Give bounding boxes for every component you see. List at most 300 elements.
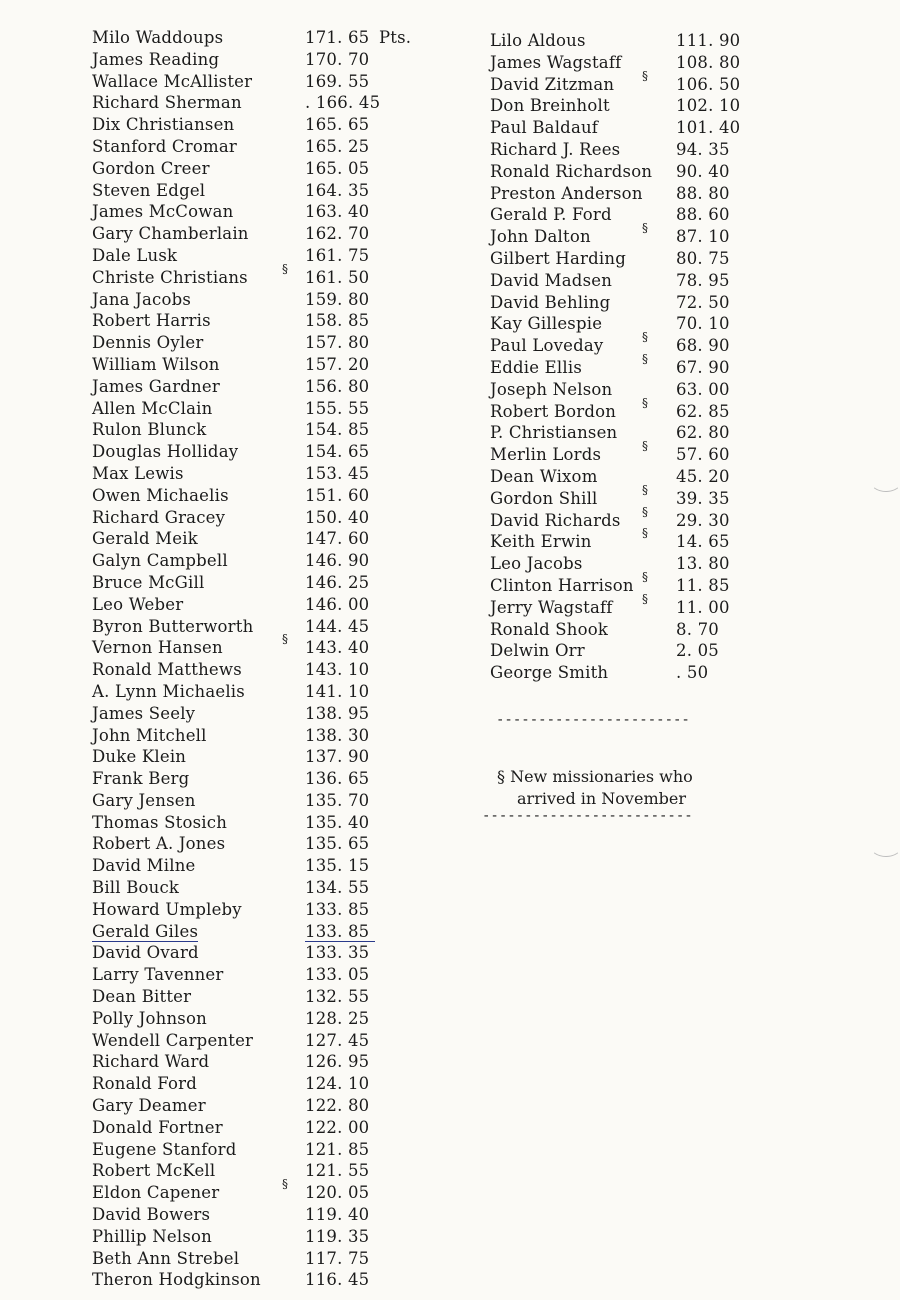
points-value: 11. 00 [676,597,730,617]
missionary-name [92,551,305,570]
standings-row [490,330,770,358]
missionary-name [92,726,305,745]
points-value: 80. 75 [676,248,730,268]
standings-row [92,965,432,987]
missionary-name [92,1074,305,1093]
points-value: 108. 80 [676,52,741,72]
missionary-name [92,1161,305,1180]
new-missionary-mark: § [642,504,649,519]
new-missionary-mark: § [642,221,649,236]
dashed-rule-top: ----------------------- [496,712,690,728]
points-value: 146. 90 [305,551,370,571]
missionary-name [92,202,305,221]
standings-row [92,508,432,530]
points-value: . 166. 45 [305,93,381,113]
missionary-name-text: Leo Weber [92,594,184,614]
missionary-name-text: Thomas Stosich [92,812,228,832]
standings-row [92,333,432,355]
missionary-name [92,769,305,788]
missionary-name [92,224,305,243]
missionary-name-text: Richard Gracey [92,507,226,527]
missionary-name-text: Theron Hodgkinson [92,1270,261,1290]
points-value: 126. 95 [305,1052,370,1072]
points-value: 57. 60 [676,445,730,465]
standings-row [490,249,770,271]
points-value: 147. 60 [305,529,370,549]
missionary-name-text: Preston Anderson [490,183,643,203]
missionary-name-text: Eddie Ellis [490,357,582,377]
points-value: 102. 10 [676,96,741,116]
missionary-name-text: Polly Johnson [92,1008,207,1028]
points-value: 157. 20 [305,354,370,374]
points-value: 161. 50 [305,267,370,287]
standings-row [92,747,432,769]
missionary-name [92,791,305,810]
missionary-name-text: Dean Bitter [92,987,192,1007]
missionary-name-text: Byron Butterworth [92,616,254,636]
missionary-name [92,943,305,962]
standings-row [490,314,770,336]
points-value: 165. 65 [305,115,370,135]
missionary-name [92,333,305,352]
points-value: 78. 95 [676,270,730,290]
missionary-name [92,290,305,309]
standings-row [490,663,770,685]
footnote-line-1: § New missionaries who [497,767,693,786]
standings-row [92,791,432,813]
missionary-name-text: David Zitzman [490,74,615,94]
standings-row [92,377,432,399]
points-value: 135. 70 [305,790,370,810]
missionary-name [490,526,676,552]
points-value: 146. 00 [305,594,370,614]
standings-row [92,1227,432,1249]
standings-row [92,464,432,486]
standings-row [92,1177,432,1205]
standings-row [92,224,432,246]
standings-row [490,526,770,554]
points-value: 111. 90 [676,31,741,50]
standings-row [92,137,432,159]
standings-row [92,943,432,965]
missionary-name-text: Clinton Harrison [490,575,634,595]
missionary-name [490,439,676,465]
missionary-name-text: Gordon Creer [92,158,210,178]
punch-hole-mark [870,835,900,857]
standings-row [92,1118,432,1140]
points-value: 2. 05 [676,641,719,661]
missionary-name [92,900,305,919]
missionary-name-text: Ronald Richardson [490,161,653,181]
standings-row [92,442,432,464]
missionary-name [92,834,305,853]
standings-row [490,591,770,620]
missionary-name [92,617,305,636]
standings-row [92,878,432,900]
missionary-name-text: Bill Bouck [92,878,180,898]
points-value: 171. 65 [305,28,370,47]
standings-row [490,221,770,249]
missionary-name [92,115,305,134]
standings-row [92,617,432,639]
missionary-name [490,249,676,268]
footnote [497,766,693,810]
standings-row [92,72,432,94]
missionary-name-text: David Bowers [92,1205,211,1225]
missionary-name-text: Ronald Shook [490,619,609,639]
points-value: 135. 15 [305,856,370,876]
points-value: 120. 05 [305,1183,370,1203]
standings-row [490,293,770,315]
missionary-name [92,965,305,984]
standings-row [490,620,770,642]
standings-row [490,439,770,467]
missionary-name [92,987,305,1006]
missionary-name [92,377,305,396]
new-missionary-mark: § [282,632,289,647]
points-value: 165. 05 [305,158,370,178]
points-value: 150. 40 [305,507,370,527]
missionary-name-text: Ronald Ford [92,1074,198,1094]
missionary-name-text: Gary Chamberlain [92,224,249,244]
points-value: 164. 35 [305,180,370,200]
standings-row [92,28,432,50]
points-value: 13. 80 [676,554,730,574]
standings-row [92,660,432,682]
points-value: 70. 10 [676,314,730,334]
points-value: 94. 35 [676,139,730,159]
missionary-name-text: Dix Christiansen [92,115,235,135]
new-missionary-mark: § [642,482,649,497]
new-missionary-mark: § [642,351,649,366]
standings-row [490,140,770,162]
missionary-name-text: Richard Sherman [92,93,242,113]
missionary-name [92,922,305,941]
points-value: 161. 75 [305,245,370,265]
standings-row [490,351,770,380]
points-value: 88. 60 [676,205,730,225]
missionary-name-text: David Richards [490,510,621,530]
standings-row [92,682,432,704]
missionary-name [490,663,676,682]
missionary-name [92,28,305,47]
missionary-name-text: Don Breinholt [490,96,610,116]
missionary-name-text: David Madsen [490,270,613,290]
points-value: 101. 40 [676,118,741,138]
points-value: 133. 05 [305,965,370,985]
standings-row [92,900,432,922]
standings-row [490,68,770,97]
missionary-name [92,399,305,418]
missionary-name [92,159,305,178]
points-value: 124. 10 [305,1074,370,1094]
points-value: 163. 40 [305,202,370,222]
missionary-name-text: Paul Loveday [490,336,604,356]
missionary-name [490,293,676,312]
points-value: 153. 45 [305,463,370,483]
missionary-name [490,221,676,247]
points-value: 143. 40 [305,638,370,658]
missionary-name [490,395,676,421]
missionary-name [92,464,305,483]
standings-row [490,271,770,293]
missionary-name [92,1270,305,1289]
missionary-name-text: Dale Lusk [92,245,178,265]
points-value: 135. 40 [305,812,370,832]
missionary-name-text: Joseph Nelson [490,379,613,399]
missionary-name-text: Vernon Hansen [92,638,223,658]
standings-row [92,1161,432,1183]
points-value: 119. 35 [305,1226,370,1246]
missionary-name-text: P. Christiansen [490,423,618,443]
points-value: 155. 55 [305,398,370,418]
missionary-name [490,641,676,660]
new-missionary-mark: § [642,68,649,83]
points-value: 133. 35 [305,943,370,963]
standings-row [490,31,770,53]
points-value: 151. 60 [305,485,370,505]
missionary-name-text: Galyn Campbell [92,551,228,571]
standings-row [92,1205,432,1227]
standings-row [92,399,432,421]
missionary-name [92,1096,305,1115]
points-value: 14. 65 [676,532,730,552]
missionary-name-text: Howard Umpleby [92,899,242,919]
missionary-name [92,486,305,505]
points-value: 68. 90 [676,336,730,356]
missionary-name-text: Milo Waddoups [92,28,224,47]
missionary-name-text: Robert Harris [92,311,211,331]
missionary-name-text: Lilo Aldous [490,31,586,50]
standings-row [490,118,770,140]
missionary-name [490,31,676,50]
missionary-name-text: Gary Jensen [92,790,196,810]
missionary-name [490,140,676,159]
missionary-name-text: James Wagstaff [490,52,622,72]
missionary-name [490,96,676,115]
missionary-name [92,632,305,658]
missionary-name-text: Keith Erwin [490,532,592,552]
standings-row [92,769,432,791]
missionary-name-text: Gerald P. Ford [490,205,612,225]
points-value: 106. 50 [676,74,741,94]
missionary-name-text: Gilbert Harding [490,248,626,268]
standings-row [92,181,432,203]
points-value: 138. 30 [305,725,370,745]
missionary-name-text: Gordon Shill [490,488,598,508]
missionary-name [92,311,305,330]
points-value: 138. 95 [305,703,370,723]
points-value: 165. 25 [305,136,370,156]
missionary-name-text: John Mitchell [92,725,207,745]
missionary-name [490,620,676,639]
missionary-name [92,660,305,679]
points-value: 117. 75 [305,1248,370,1268]
missionary-name [490,162,676,181]
missionary-name [92,508,305,527]
points-value: 134. 55 [305,878,370,898]
new-missionary-mark: § [642,526,649,541]
standings-row [490,380,770,402]
missionary-name [92,1249,305,1268]
standings-left-column [92,28,432,1292]
missionary-name [92,1227,305,1246]
points-value: 143. 10 [305,660,370,680]
standings-row [92,246,432,268]
standings-row [92,311,432,333]
missionary-name-text: Beth Ann Strebel [92,1248,240,1268]
points-value: 156. 80 [305,376,370,396]
missionary-name [92,1009,305,1028]
standings-row [92,632,432,660]
missionary-name-text: Max Lewis [92,463,184,483]
missionary-name-text: Dennis Oyler [92,333,204,353]
missionary-name-text: David Milne [92,856,196,876]
missionary-name-text: Stanford Cromar [92,136,237,156]
points-unit: Pts. [379,28,412,47]
missionary-name [92,442,305,461]
standings-row [92,1009,432,1031]
standings-row [92,1140,432,1162]
missionary-name-text: Paul Baldauf [490,118,599,138]
standings-row [490,423,770,445]
points-value: 67. 90 [676,357,730,377]
dashed-rule-bottom: ------------------------- [482,808,693,824]
points-value: 63. 00 [676,379,730,399]
points-value: 137. 90 [305,747,370,767]
standings-row [92,529,432,551]
new-missionary-mark: § [642,591,649,606]
standings-row [490,641,770,663]
missionary-name [92,1177,305,1203]
missionary-name-text: Robert McKell [92,1161,216,1181]
missionary-name-text: Kay Gillespie [490,314,603,334]
standings-row [92,922,432,944]
standings-row [92,50,432,72]
new-missionary-mark: § [642,439,649,454]
standings-row [92,1074,432,1096]
standings-row [490,53,770,75]
missionary-name-text: James Seely [92,703,196,723]
points-value: 162. 70 [305,224,370,244]
missionary-name-text: Eldon Capener [92,1183,220,1203]
standings-row [92,856,432,878]
new-missionary-mark: § [642,330,649,345]
points-value: 170. 70 [305,49,370,69]
standings-row [92,834,432,856]
points-value: 8. 70 [676,619,719,639]
missionary-name-text: Rulon Blunck [92,420,207,440]
points-value: 11. 85 [676,575,730,595]
missionary-name-text: David Behling [490,292,611,312]
missionary-name [92,595,305,614]
standings-row [92,420,432,442]
points-value: 121. 55 [305,1161,370,1181]
missionary-name [92,878,305,897]
standings-row [490,504,770,533]
standings-row [92,486,432,508]
standings-row [92,573,432,595]
missionary-name-text: Delwin Orr [490,641,585,661]
missionary-name-text: Eugene Stanford [92,1139,237,1159]
points-value: 122. 80 [305,1096,370,1116]
standings-row [92,813,432,835]
points-value: 136. 65 [305,769,370,789]
missionary-name [490,271,676,290]
points-value: 29. 30 [676,510,730,530]
missionary-name-text: A. Lynn Michaelis [92,681,245,701]
missionary-name-text: Duke Klein [92,747,187,767]
missionary-name-text: Owen Michaelis [92,485,229,505]
standings-row [92,1270,432,1292]
points-value: 72. 50 [676,292,730,312]
points-value: 146. 25 [305,572,370,592]
points-value: 169. 55 [305,71,370,91]
standings-row [92,261,432,290]
points-value: 128. 25 [305,1008,370,1028]
points-value: 121. 85 [305,1139,370,1159]
missionary-name-text: Robert Bordon [490,401,617,421]
missionary-name-text: John Dalton [490,227,591,247]
missionary-name-text: Douglas Holliday [92,442,239,462]
standings-row [92,987,432,1009]
missionary-name-text: Christe Christians [92,267,248,287]
missionary-name [92,813,305,832]
missionary-name [92,529,305,548]
points-value: 45. 20 [676,466,730,486]
missionary-name-text: Bruce McGill [92,572,205,592]
missionary-name [92,1140,305,1159]
missionary-name [92,50,305,69]
points-value: 39. 35 [676,488,730,508]
points-value: 127. 45 [305,1030,370,1050]
standings-row [92,115,432,137]
points-value: 62. 80 [676,423,730,443]
standings-row [92,1052,432,1074]
points-value: 154. 65 [305,442,370,462]
standings-row [490,554,770,576]
punch-hole-mark [870,470,900,492]
missionary-name [92,420,305,439]
missionary-name [490,68,676,94]
points-value: 135. 65 [305,834,370,854]
standings-row [92,1249,432,1271]
standings-row [92,159,432,181]
points-value: 122. 00 [305,1117,370,1137]
missionary-name [92,137,305,156]
missionary-name-text: Ronald Matthews [92,660,242,680]
standings-row [92,704,432,726]
missionary-name-text: Gerald Giles [92,921,199,941]
footnote-line-2: arrived in November [517,789,686,808]
new-missionary-mark: § [282,1177,289,1192]
points-value: 158. 85 [305,311,370,331]
points-value: 88. 80 [676,183,730,203]
points-value: 119. 40 [305,1205,370,1225]
missionary-name-text: Steven Edgel [92,180,206,200]
missionary-name [92,747,305,766]
standings-row [490,205,770,227]
missionary-name-text: James Reading [92,49,220,69]
points-value: 87. 10 [676,227,730,247]
missionary-name-text: Leo Jacobs [490,554,583,574]
points-value: 157. 80 [305,333,370,353]
standings-row [92,726,432,748]
missionary-name-text: David Ovard [92,943,199,963]
standings-right-column [490,31,770,685]
missionary-name [92,181,305,200]
missionary-name [92,704,305,723]
